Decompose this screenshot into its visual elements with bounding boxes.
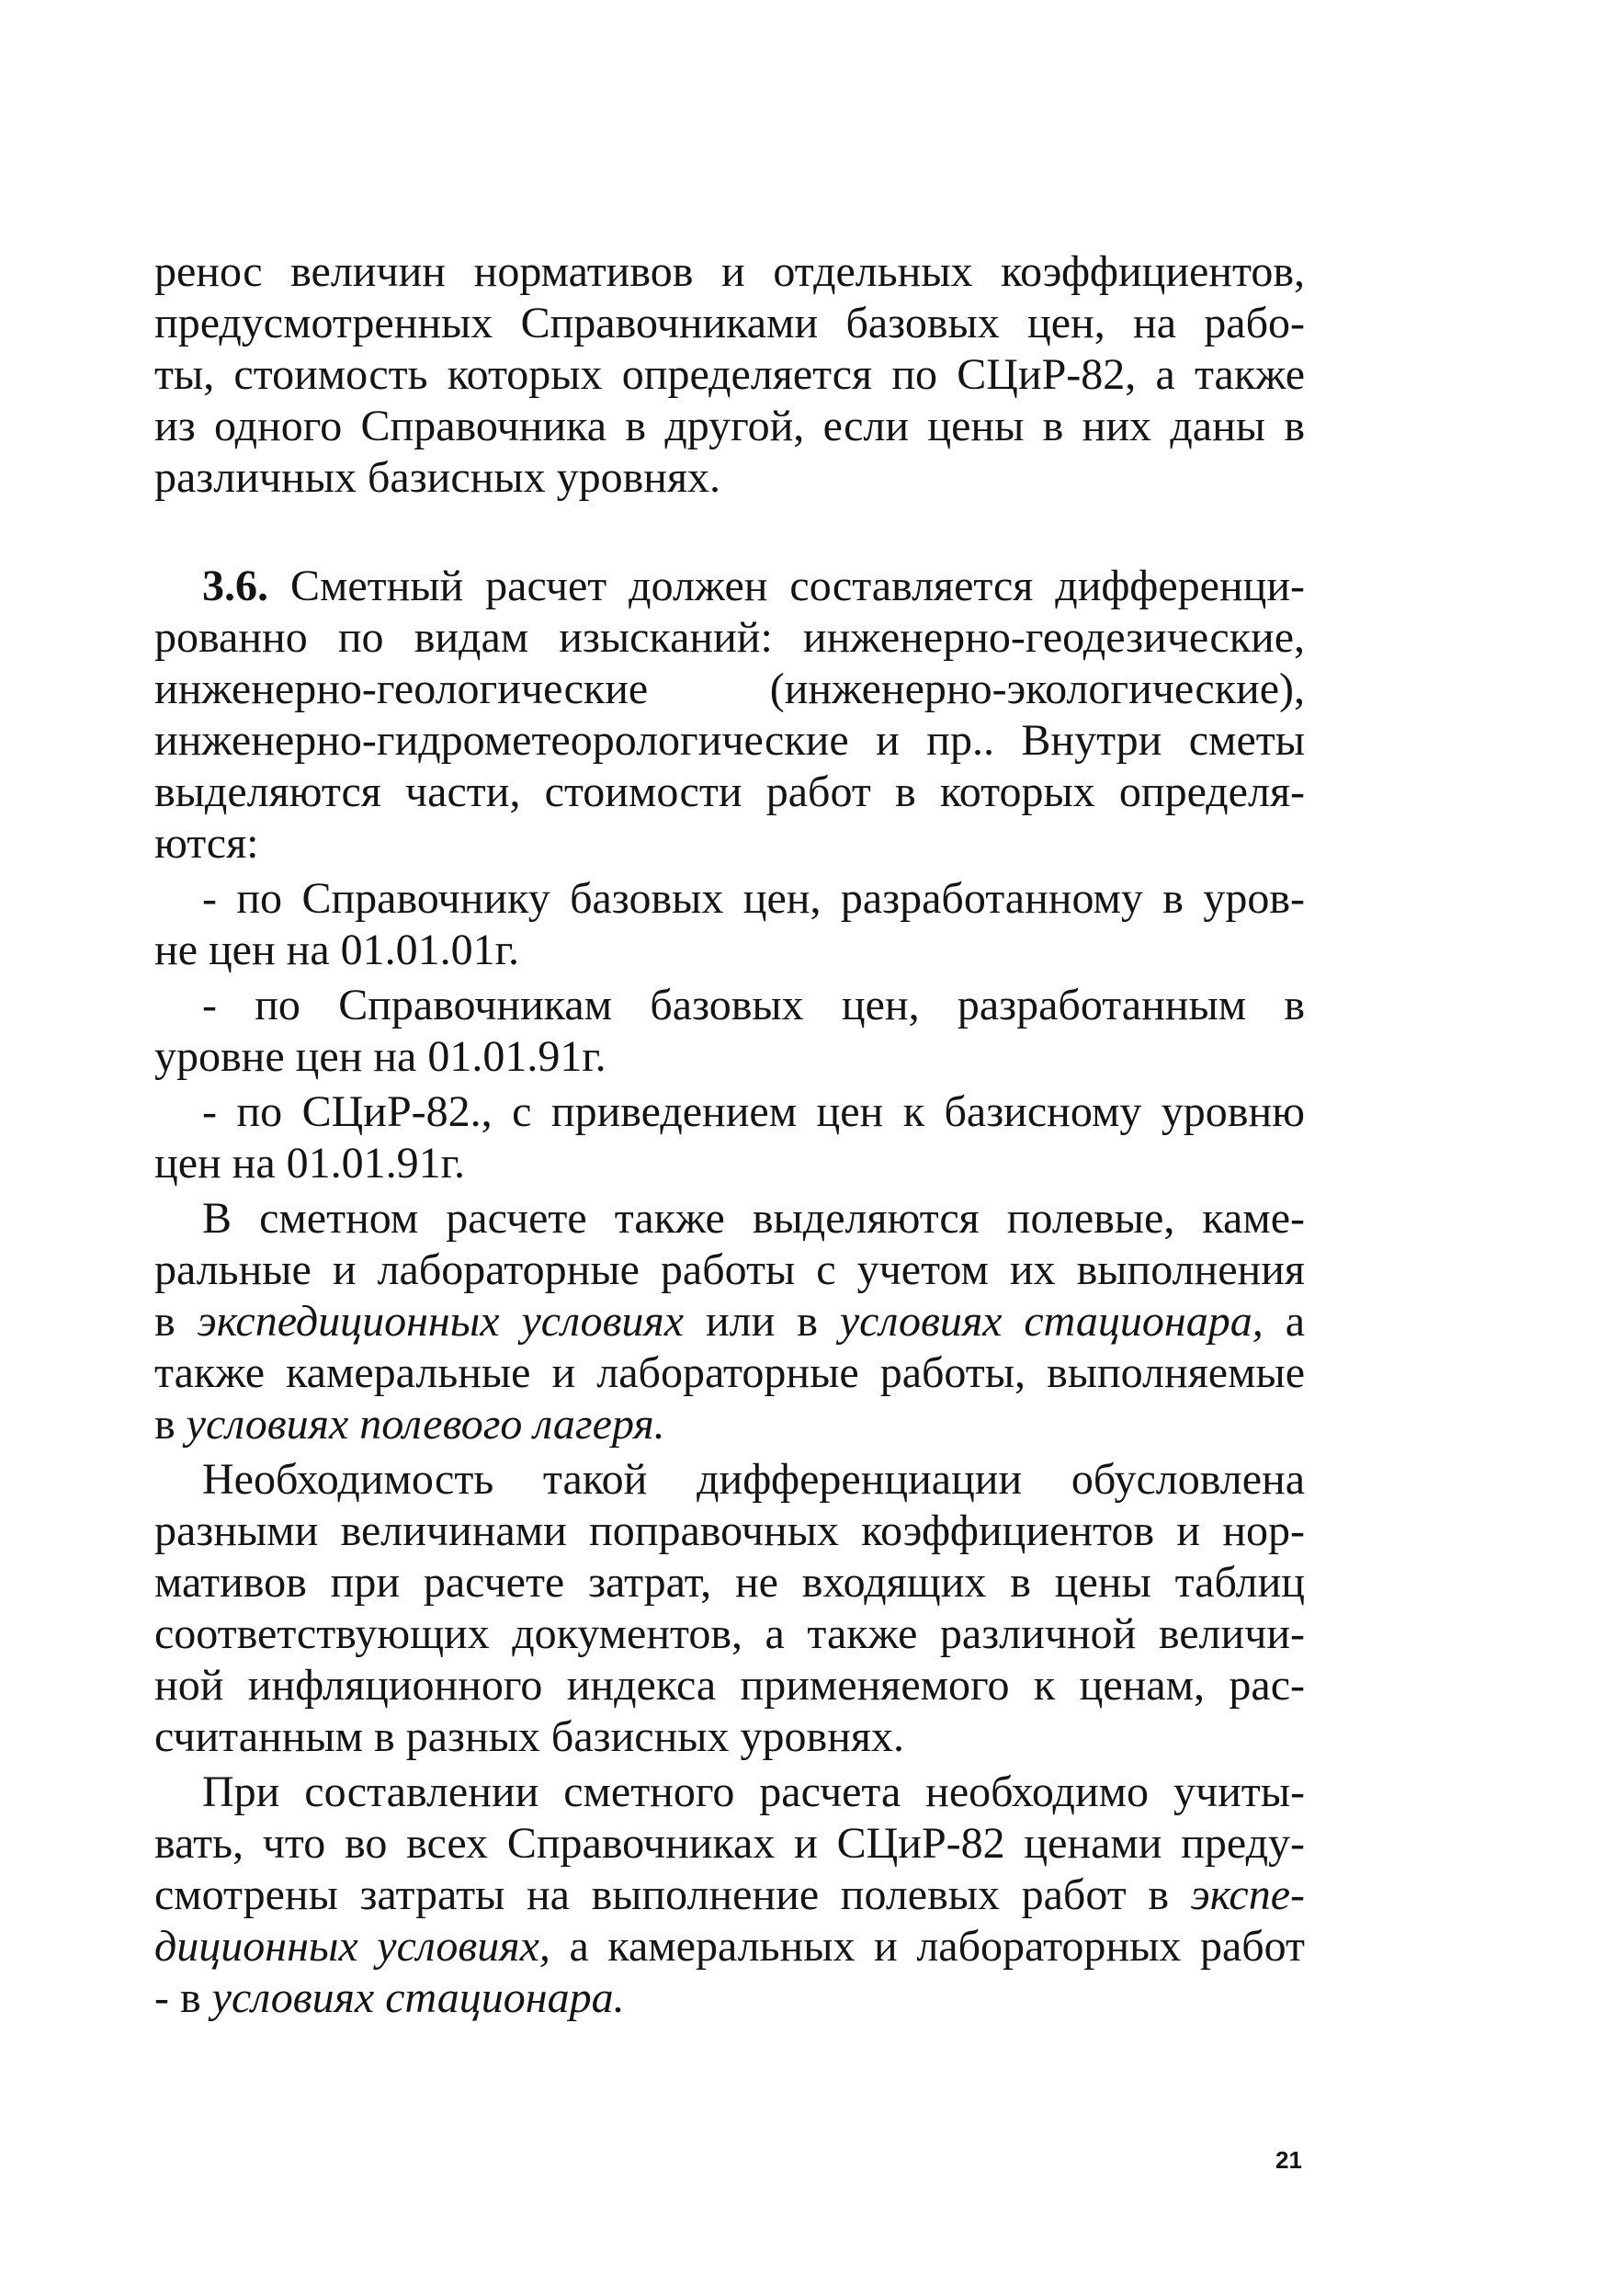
list-item: - по Справочнику базовых цен, разработанному в уров- не цен на 01.01.01г. xyxy=(154,874,1305,974)
text-line: диционных условиях, а камеральных и лабораторных работ xyxy=(154,1922,1306,1971)
paragraph-continuation xyxy=(154,246,1305,504)
emphasis: диционных условиях, xyxy=(154,1922,550,1971)
text-line: смотрены затраты на выполнение полевых работ в экспе- xyxy=(154,1870,1305,1919)
text-line: разными величинами поправочных коэффициентов и нор- xyxy=(154,1506,1305,1555)
text-line: Необходимость такой дифференциации обусловлена xyxy=(202,1455,1305,1504)
text-line: ты, стоимость которых определяется по СЦиР-82, а также xyxy=(154,350,1305,399)
text-line: инженерно-геологические (инженерно-экологические), xyxy=(154,665,1305,713)
paragraph-smeta xyxy=(154,1193,1305,1450)
page-body xyxy=(154,246,1305,2024)
text-line: 3.6. Сметный расчет должен составляется дифференци- xyxy=(202,562,1305,610)
text-line: в условиях полевого лагеря. xyxy=(154,1400,665,1449)
text-line: также камеральные и лабораторные работы, выполняемые xyxy=(154,1348,1305,1397)
text-line: В сметном расчете также выделяются полевые, каме- xyxy=(202,1194,1305,1243)
text-line: различных базисных уровнях. xyxy=(154,453,721,502)
emphasis: условиях стационара. xyxy=(211,1973,625,2022)
emphasis: условиях полевого лагеря. xyxy=(186,1400,665,1449)
text-line: выделяются части, стоимости работ в которых определя- xyxy=(154,767,1305,816)
section-3-6 xyxy=(154,561,1305,870)
paragraph-need xyxy=(154,1454,1305,1763)
text-line: ральные и лабораторные работы с учетом их выполнения xyxy=(154,1245,1305,1294)
section-number: 3.6. xyxy=(202,562,268,610)
text-line: предусмотренных Справочниками базовых цен, на рабо- xyxy=(154,299,1305,347)
price-level-list xyxy=(154,873,1305,1189)
text-line: - в условиях стационара. xyxy=(154,1973,625,2022)
paragraph-last xyxy=(154,1767,1305,2024)
text-line: считанным в разных базисных уровнях. xyxy=(154,1712,904,1761)
text-line: мативов при расчете затрат, не входящих в цены таблиц xyxy=(154,1558,1305,1607)
list-item: - по СЦиР-82., с приведением цен к базисному уровню цен на 01.01.91г. xyxy=(154,1087,1305,1188)
text-line: ренос величин нормативов и отдельных коэффициентов, xyxy=(154,247,1305,296)
text-line: в экспедиционных условиях или в условиях стационара, а xyxy=(154,1297,1305,1346)
text-line: При составлении сметного расчета необходимо учиты- xyxy=(202,1767,1305,1816)
list-item: - по Справочникам базовых цен, разработанным в уровне цен на 01.01.91г. xyxy=(154,981,1305,1081)
emphasis: экспе- xyxy=(1190,1870,1305,1919)
emphasis: условиях стационара, xyxy=(839,1297,1264,1346)
text-line: вать, что во всех Справочниках и СЦиР-82 ценами преду- xyxy=(154,1819,1305,1868)
page-number: 21 xyxy=(1275,2146,1302,2174)
text-line: соответствующих документов, а также различной величи- xyxy=(154,1609,1305,1658)
text-line: инженерно-гидрометеорологические и пр.. Внутри сметы xyxy=(154,716,1305,765)
text-line: рованно по видам изысканий: инженерно-геодезические, xyxy=(154,613,1305,662)
text-line: ной инфляционного индекса применяемого к ценам, рас- xyxy=(154,1661,1305,1710)
text-line: ются: xyxy=(154,819,259,868)
emphasis: экспедиционных условиях xyxy=(197,1297,685,1346)
text-line: из одного Справочника в другой, если цены в них даны в xyxy=(154,402,1305,450)
